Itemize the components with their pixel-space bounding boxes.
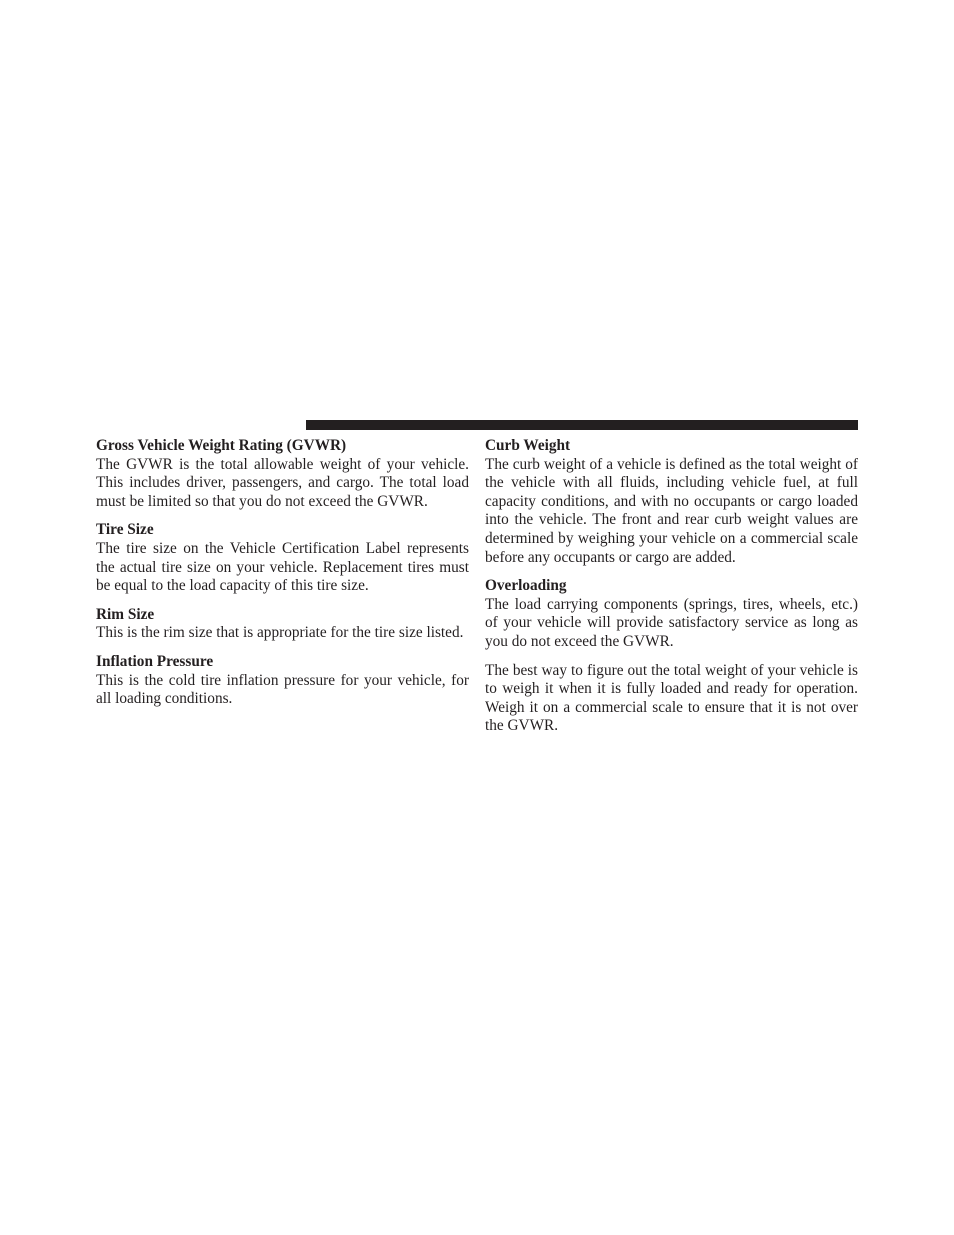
left-column: [96, 437, 469, 719]
section-body: The curb weight of a vehicle is defined as the total weight of the vehicle with all fluids, including vehicle fuel, at full capacity conditions, and with no occupants or cargo loaded into the vehicle. The front and rear curb weight values are determined by weighing your vehicle on a commercial scale before any occupants or cargo are added.: [485, 455, 858, 566]
section-body: The GVWR is the total allowable weight of your vehicle. This includes driver, passengers, and cargo. The total load must be limited so that you do not exceed the GVWR.: [96, 455, 469, 510]
section-body: This is the cold tire inflation pressure for your vehicle, for all loading conditions.: [96, 671, 469, 708]
section-heading: Tire Size: [96, 521, 154, 539]
section-heading: Rim Size: [96, 605, 155, 623]
section-body: The load carrying components (springs, tires, wheels, etc.) of your vehicle will provide satisfactory service as long as you do not exceed the GVWR.: [485, 595, 858, 650]
section-gvwr: [96, 437, 469, 511]
section-heading: Inflation Pressure: [96, 652, 214, 670]
section-header-bar: [306, 420, 858, 430]
section-heading: Gross Vehicle Weight Rating (GVWR): [96, 437, 347, 454]
section-inflation-pressure: [96, 653, 469, 709]
section-heading: Overloading: [485, 577, 567, 595]
closing-paragraph: The best way to figure out the total weight of your vehicle is to weigh it when it is fully loaded and ready for operation. Weigh it on a commercial scale to ensure that it is not over the GVWR.: [485, 661, 858, 735]
section-overloading: [485, 577, 858, 651]
section-body: The tire size on the Vehicle Certification Label represents the actual tire size on your vehicle. Replacement tires must be equal to the load capacity of this tire size.: [96, 539, 469, 595]
section-tire-size: [96, 521, 469, 595]
section-rim-size: [96, 606, 469, 643]
section-curb-weight: [485, 437, 858, 567]
section-heading: Curb Weight: [485, 437, 571, 454]
section-body: This is the rim size that is appropriate for the tire size listed.: [96, 624, 464, 642]
right-column: [485, 437, 858, 746]
